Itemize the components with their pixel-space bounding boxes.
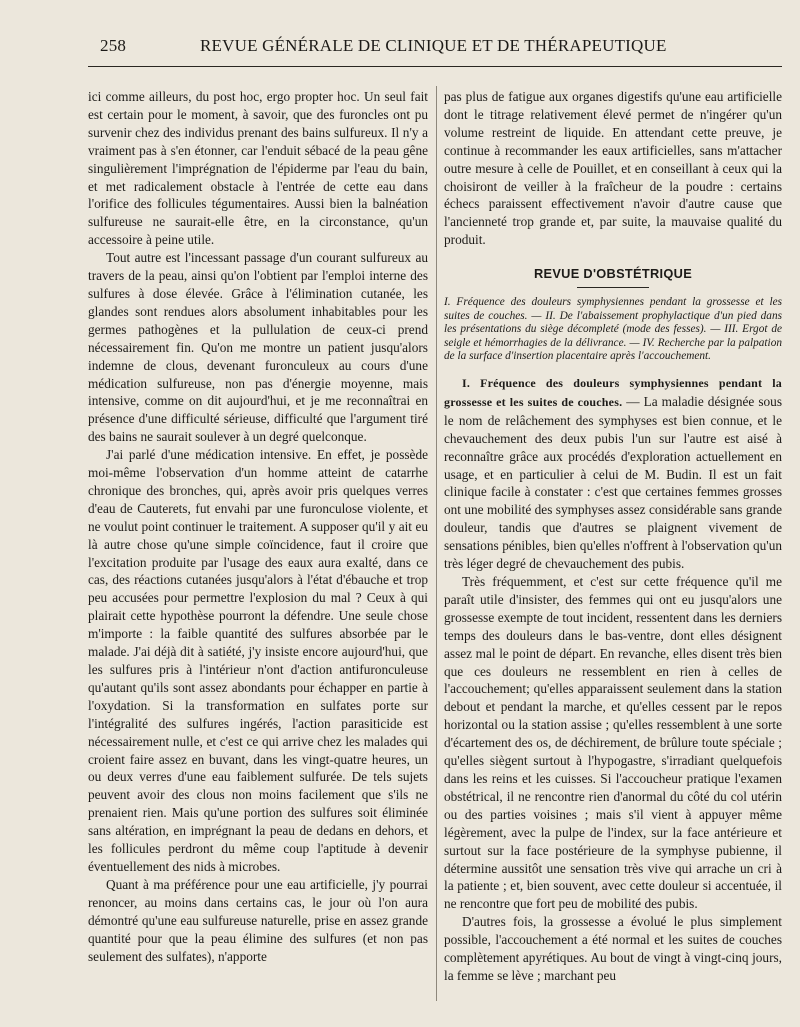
page-number: 258: [100, 36, 127, 55]
subsection-heading: I. Fréquence des douleurs symphysiennes pendant la grossesse et les suites de couches.: [444, 376, 782, 409]
column-divider: [436, 86, 437, 1001]
header-rule: [88, 66, 782, 67]
page-header: [100, 36, 765, 60]
body-paragraph: Quant à ma préférence pour une eau artificielle, j'y pourrai renoncer, au moins dans certains cas, le jour où l'on aura démontré qu'une eau sulfureuse naturelle, prise en assez grande quantité pour que la peau élimine des sulfures (et non pas seulement des sulfates), n'apporte: [88, 876, 428, 964]
body-paragraph: Très fréquemment, et c'est sur cette fréquence qu'il me paraît utile d'insister, des femmes qui ont eu jusqu'alors une grossesse exempte de tout incident, ressentent dans les derniers temps des douleurs dans le bas-ventre, dont elles désignent assez mal le point de départ. En revanche, elles disent très bien que ces douleurs ne ressemblent en rien à celles de l'accouchement; qu'elles apparaissent seulement dans la station debout et pendant la marche, et qu'elles cessent par le repos horizontal ou la station assise ; qu'elles ressemblent à une sorte d'écartement des os, de déchirement, de brûlure toute spéciale ; qu'elles siègent surtout à l'hypogastre, s'irradiant quelquefois dans les reins et les cuisses. Si l'accoucheur pratique l'examen obstétrical, il ne rencontre rien d'anormal du côté du col utérin ou des parties voisines ; mais s'il vient à appuyer même légèrement, avec la pulpe de l'index, sur la face antérieure et surtout sur la face postérieure de la symphyse pubienne, il détermine aussitôt une sensation très vive qui arrache un cri à la patiente ; et, bien souvent, avec cette douleur si accentuée, il ne rencontre que fort peu de mobilité des pubis.: [444, 574, 782, 912]
section-rule: [577, 287, 649, 288]
body-paragraph: D'autres fois, la grossesse a évolué le plus simplement possible, l'accouchement a été normal et les suites de couches complètement apyrétiques. Au bout de vingt à vingt-cinq jours, la femme se lève ; marchant peu: [444, 914, 782, 983]
continuation-paragraph: pas plus de fatigue aux organes digestifs qu'une eau artificielle dont le titrage relativement élevé permet de n'ingérer qu'un volume restreint de liquide. En attendant cette preuve, je continue à recommander les eaux artificielles, sans m'attacher outre mesure à celle de Pouillet, et en conseillant à ceux qui la choisiront de veiller à la fraîcheur de la poudre : certains échecs paraissent effectivement n'avoir d'autre cause que l'ancienneté trop grande et, par suite, la mauvaise qualité du produit.: [444, 89, 782, 248]
body-paragraph: Tout autre est l'incessant passage d'un courant sulfureux au travers de la peau, ainsi qu'on l'obtient par l'emploi interne des sulfures à dose élevée. Grâce à l'élimination cutanée, les glandes sont rendues alors absolument inhabitables pour les germes pathogènes et la pullulation de ceux-ci prend nécessairement fin. Qu'on me montre un patient jusqu'alors indemne de clous, devenant furonculeux au cours d'une médication sulfureuse, non pas d'énergie moyenne, mais intensive, comme on dit aujourd'hui, et je me reconnaîtrai en présence d'une difficulté sérieuse, difficulté que l'argument tiré des bains ne saurait soulever à un degré quelconque.: [88, 250, 428, 445]
body-paragraph: J'ai parlé d'une médication intensive. En effet, je possède moi-même l'observation d'un homme atteint de catarrhe chronique des bronches, qui, après avoir pris quelques verres d'eau de Cauterets, fut envahi par une furonculose violente, et ne voulut point continuer le traitement. A supposer qu'il y ait eu là autre chose qu'une simple coïncidence, faut il croire que l'excitation produite par l'usage des eaux aura exalté, dans ce cas, des réactions cutanées jusqu'alors à l'état d'ébauche et trop peu accusées pour permettre l'explosion du mal ? Ceux à qui plairait cette hypothèse pourront la défendre. Une seule chose m'importe : la faible quantité des sulfures absorbée par le malade. J'ai déjà dit à satiété, j'y insiste encore aujourd'hui, que les sulfures pris à l'intérieur n'ont d'action antifuronculeuse qu'autant qu'ils sont assez abondants pour échapper en partie à l'oxydation. Si la transformation en sulfates porte sur l'intégralité des sulfures ingérés, l'action parasiticide est nécessairement nulle, et c'est ce qui arrive chez les malades qui croient faire assez en buvant, dans les vingt-quatre heures, un ou deux verres d'une eau faiblement sulfurée. De tels sujets peuvent avoir des clous non moins facilement que s'ils ne prenaient rien. Mais qu'une portion des sulfures soit éliminée sans altération, en imprégnant la peau de dedans en dehors, et les follicules perdront du même coup l'aptitude à devenir éventuellement des nids à microbes.: [88, 447, 428, 874]
body-paragraph: ici comme ailleurs, du post hoc, ergo propter hoc. Un seul fait est certain pour le moment, à savoir, que des furoncles ont pu survenir chez des individus prenant des bains sulfureux. Il n'y a vraiment pas à s'en étonner, car l'enduit sébacé de la peau gêne singulièrement l'imprégnation de l'épiderme par l'eau du bain, et met radicalement obstacle à l'entrée de cette eau dans l'orifice des follicules tégumentaires. Aussi bien la balnéation sulfureuse ne saurait-elle être, en la circonstance, qu'un accessoire à peine utile.: [88, 89, 428, 248]
section-summary: I. Fréquence des douleurs symphysiennes pendant la grossesse et les suites de couches. — II. De l'abaissement prophylactique d'un pied dans les présentations du siège décompleté (mode des fesses). — III. Ergot de seigle et hémorrhagies de la délivrance. — IV. Recherche par la palpation de la surface d'insertion placentaire après l'accouchement.: [444, 296, 782, 363]
subsection-paragraph: [444, 374, 782, 573]
running-title: REVUE GÉNÉRALE DE CLINIQUE ET DE THÉRAPEUTIQUE: [200, 36, 667, 55]
section-title: REVUE D'OBSTÉTRIQUE: [533, 266, 693, 282]
left-column: [88, 88, 428, 965]
subsection-text: — La maladie désignée sous le nom de relâchement des symphyses est bien connue, et le chevauchement des deux pubis l'un sur l'autre est aisé à reconnaître grâce aux procédés d'exploration actuellement en usage, et en particulier à celui de M. Budin. Il est un fait clinique facile à constater : c'est que certaines femmes grosses ont une mobilité des symphyses assez considérable sans grande douleur, tandis que d'autres se plaignent vivement de sensations pénibles, bien qu'elles n'offrent à l'observation qu'un très léger degré de chevauchement des pubis.: [444, 393, 782, 572]
right-column: [444, 88, 782, 985]
